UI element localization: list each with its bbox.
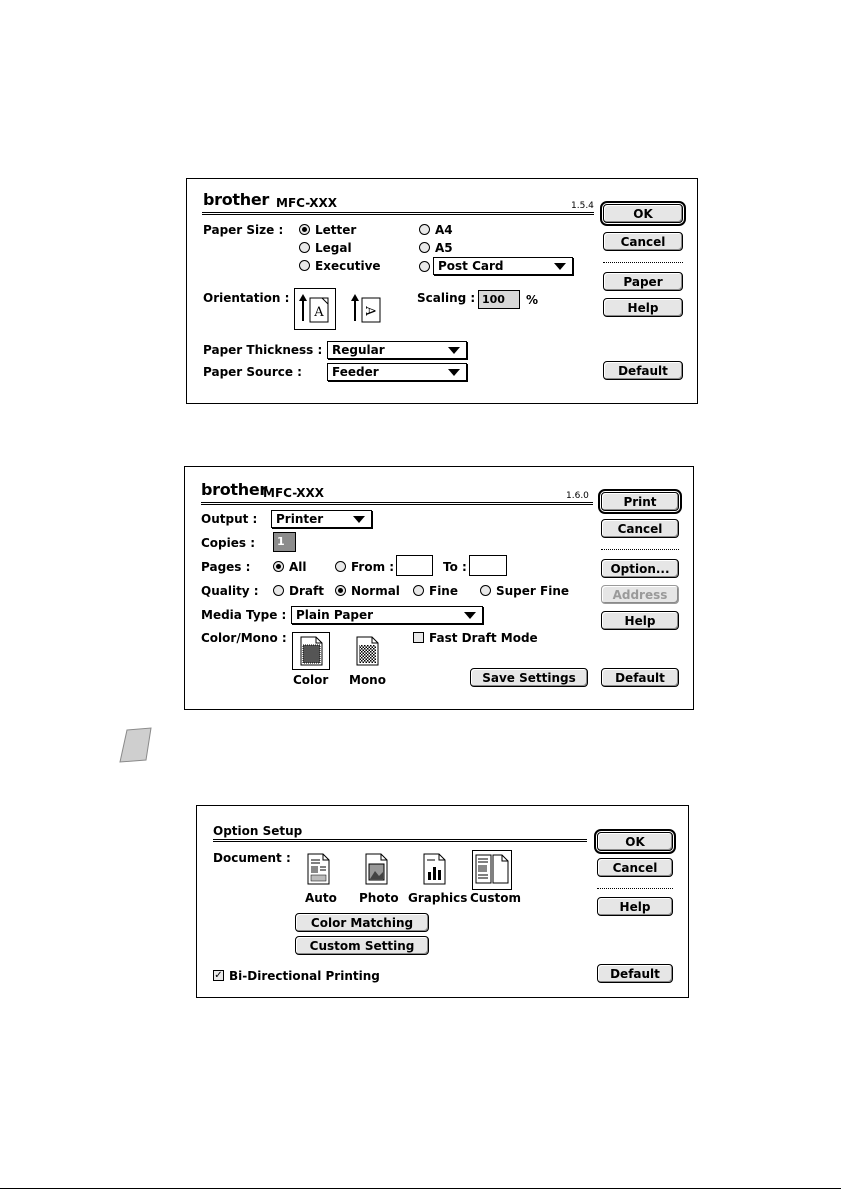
color-label: Color — [293, 673, 329, 687]
custom-label: Custom — [470, 891, 521, 905]
color-mono-label: Color/Mono : — [201, 631, 287, 645]
pages-from-label: From : — [351, 560, 395, 574]
executive-label: Executive — [315, 259, 381, 273]
note-icon — [118, 727, 154, 763]
address-button[interactable]: Address — [601, 585, 679, 604]
media-type-popup[interactable] — [291, 606, 483, 624]
scaling-unit: % — [526, 293, 539, 307]
default-button[interactable]: Default — [603, 361, 683, 380]
paper-source-value: Feeder — [332, 365, 379, 379]
bidirectional-checkbox[interactable]: ✓ — [214, 970, 223, 981]
fast-draft-label: Fast Draft Mode — [429, 631, 538, 645]
page-bottom-rule — [0, 1188, 841, 1189]
quality-super-fine-label: Super Fine — [496, 584, 570, 598]
radio-pages-all[interactable] — [273, 561, 284, 572]
cancel-button[interactable]: Cancel — [601, 519, 679, 538]
fast-draft-checkbox[interactable] — [413, 632, 424, 643]
option-setup-dialog — [196, 805, 689, 998]
radio-a4[interactable] — [419, 224, 430, 235]
brand-logo: brother — [203, 190, 270, 209]
default-button[interactable]: Default — [597, 964, 673, 983]
radio-pages-range[interactable] — [335, 561, 346, 572]
output-label: Output : — [201, 512, 258, 526]
color-matching-button[interactable]: Color Matching — [295, 913, 429, 932]
chevron-down-icon — [464, 612, 476, 619]
button-separator — [603, 262, 683, 263]
default-button[interactable]: Default — [601, 668, 679, 687]
pages-from-field[interactable] — [396, 555, 433, 576]
version-label: 1.6.0 — [566, 491, 589, 501]
pages-to-field[interactable] — [469, 555, 507, 576]
pages-label: Pages : — [201, 560, 251, 574]
help-button[interactable]: Help — [601, 611, 679, 630]
quality-normal-label: Normal — [351, 584, 400, 598]
svg-text:A: A — [314, 305, 324, 320]
header-rule — [213, 839, 587, 842]
paper-setup-dialog — [186, 178, 698, 404]
cancel-button[interactable]: Cancel — [603, 232, 683, 251]
cancel-button[interactable]: Cancel — [597, 858, 673, 877]
header-rule — [201, 502, 593, 505]
radio-quality-fine[interactable] — [413, 585, 424, 596]
quality-draft-label: Draft — [289, 584, 324, 598]
print-button[interactable]: Print — [601, 492, 679, 511]
auto-document-icon[interactable] — [303, 852, 335, 888]
copies-field[interactable]: 1 — [273, 532, 296, 552]
header-rule — [202, 212, 594, 215]
auto-label: Auto — [305, 891, 337, 905]
brand-logo: brother — [201, 480, 268, 499]
chevron-down-icon — [448, 347, 460, 354]
output-value: Printer — [276, 512, 324, 526]
paper-source-label: Paper Source : — [203, 365, 302, 379]
ok-button[interactable]: OK — [603, 204, 683, 223]
chevron-down-icon — [353, 516, 365, 523]
legal-label: Legal — [315, 241, 352, 255]
a4-label: A4 — [435, 223, 453, 237]
save-settings-button[interactable]: Save Settings — [470, 668, 588, 687]
model-name: MFC-XXX — [276, 196, 337, 210]
scaling-label: Scaling : — [417, 291, 476, 305]
quality-label: Quality : — [201, 584, 259, 598]
graphics-label: Graphics — [408, 891, 468, 905]
radio-quality-super-fine[interactable] — [480, 585, 491, 596]
graphics-document-icon[interactable] — [419, 852, 451, 888]
dialog-title: Option Setup — [213, 824, 303, 838]
chevron-down-icon — [554, 263, 566, 270]
radio-postcard[interactable] — [419, 261, 430, 272]
radio-letter[interactable] — [299, 224, 310, 235]
help-button[interactable]: Help — [597, 897, 673, 916]
radio-legal[interactable] — [299, 242, 310, 253]
copies-label: Copies : — [201, 536, 256, 550]
version-label: 1.5.4 — [571, 201, 594, 211]
paper-button[interactable]: Paper — [603, 272, 683, 291]
radio-a5[interactable] — [419, 242, 430, 253]
mono-label: Mono — [349, 673, 386, 687]
bidirectional-label: Bi-Directional Printing — [229, 969, 380, 983]
custom-document-icon[interactable] — [473, 851, 511, 889]
output-popup[interactable] — [271, 510, 372, 528]
option-button[interactable]: Option... — [601, 559, 679, 578]
quality-fine-label: Fine — [429, 584, 458, 598]
pages-to-label: To : — [443, 560, 467, 574]
mono-document-icon[interactable] — [349, 633, 385, 669]
radio-executive[interactable] — [299, 260, 310, 271]
button-separator — [601, 549, 679, 550]
portrait-orientation-icon[interactable] — [295, 289, 335, 329]
media-type-value: Plain Paper — [296, 608, 374, 622]
paper-size-label: Paper Size : — [203, 223, 284, 237]
paper-thickness-label: Paper Thickness : — [203, 343, 323, 357]
paper-thickness-value: Regular — [332, 343, 385, 357]
postcard-value: Post Card — [438, 259, 504, 273]
model-name: MFC-XXX — [263, 486, 324, 500]
chevron-down-icon — [448, 369, 460, 376]
scaling-field[interactable]: 100 — [478, 290, 520, 309]
ok-button[interactable]: OK — [597, 832, 673, 851]
pages-all-label: All — [289, 560, 307, 574]
media-type-label: Media Type : — [201, 608, 287, 622]
paper-thickness-popup[interactable] — [327, 341, 467, 359]
button-separator — [597, 888, 673, 889]
custom-setting-button[interactable]: Custom Setting — [295, 936, 429, 955]
radio-quality-draft[interactable] — [273, 585, 284, 596]
photo-document-icon[interactable] — [361, 852, 393, 888]
document-label: Document : — [213, 851, 291, 865]
landscape-orientation-icon[interactable] — [347, 289, 387, 329]
orientation-label: Orientation : — [203, 291, 290, 305]
help-button[interactable]: Help — [603, 298, 683, 317]
paper-source-popup[interactable] — [327, 363, 467, 381]
postcard-popup[interactable] — [433, 257, 573, 275]
print-dialog — [184, 466, 694, 710]
letter-label: Letter — [315, 223, 357, 237]
a5-label: A5 — [435, 241, 453, 255]
photo-label: Photo — [359, 891, 399, 905]
color-document-icon[interactable] — [293, 633, 329, 669]
radio-quality-normal[interactable] — [335, 585, 346, 596]
svg-text:A: A — [362, 306, 377, 316]
